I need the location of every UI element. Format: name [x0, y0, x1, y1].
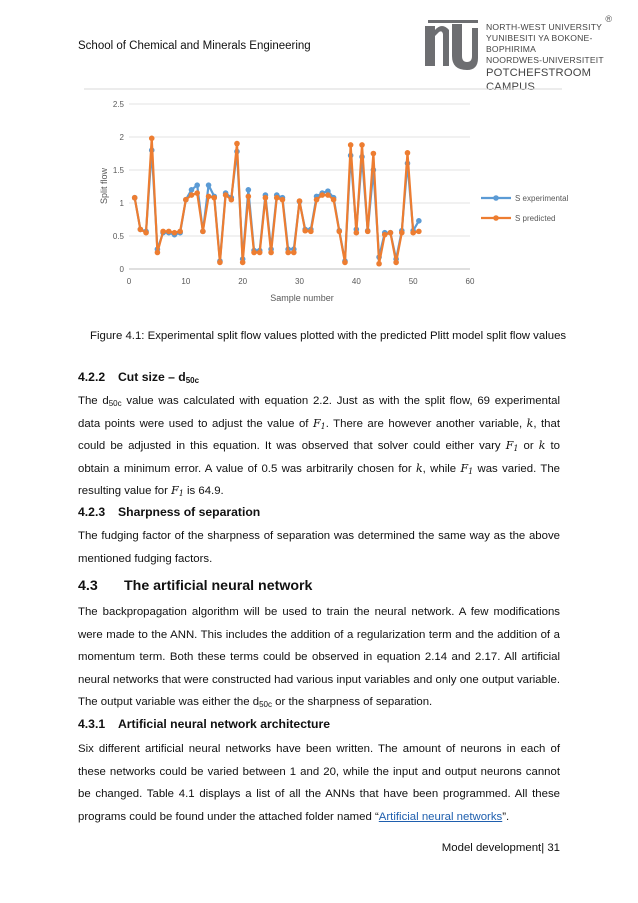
data-point — [274, 195, 280, 201]
data-point — [405, 150, 411, 156]
chart-legend — [481, 194, 569, 223]
data-point — [297, 198, 303, 204]
data-point — [416, 229, 422, 235]
figure-caption: Figure 4.1: Experimental split flow values plotted with the predicted Plitt model split flow values — [90, 330, 567, 342]
y-axis-label: Split flow — [99, 167, 109, 205]
section-number: 4.2.2 — [78, 370, 106, 384]
logo-line: NOORDWES-UNIVERSITEIT — [486, 55, 604, 65]
data-point — [149, 136, 155, 142]
section-title-subscript: 50c — [185, 376, 200, 385]
paragraph-ann — [78, 601, 560, 714]
data-point — [336, 229, 342, 235]
legend-marker — [493, 215, 499, 221]
data-point — [200, 229, 206, 235]
data-point — [257, 250, 263, 256]
text-run: , that could be adjusted in this equation. It was observed that solver could either vary — [78, 417, 560, 452]
y-tick-label: 0 — [119, 265, 124, 274]
text-run: The d — [78, 395, 109, 407]
data-point — [302, 228, 308, 234]
section-heading-4-3-1 — [78, 717, 330, 731]
y-tick-label: 0.5 — [112, 232, 124, 241]
text-run: The backpropagation algorithm will be used to train the neural network. A few modifications were made to the ANN. This includes the addition of a regularization term and the addition of a momentum term. Both these terms could be observed in equation 2.14 and 2.17. All artificial neural networks that were constructed had various input variables and only one output variable. The output variable was either the d — [78, 606, 560, 708]
math-k: k — [526, 416, 534, 430]
chart-series — [132, 136, 422, 267]
split-flow-chart — [83, 88, 569, 310]
x-tick-label: 40 — [351, 277, 361, 286]
chart-ticks — [113, 100, 475, 286]
data-point — [382, 232, 388, 238]
data-point — [416, 218, 422, 224]
data-point — [189, 192, 195, 198]
data-point — [240, 260, 246, 266]
data-point — [388, 230, 394, 236]
data-point — [325, 192, 331, 198]
data-point — [348, 142, 354, 148]
subscript: 50c — [108, 399, 122, 408]
data-point — [246, 187, 252, 193]
university-logo — [422, 14, 612, 93]
data-point — [246, 194, 252, 200]
nwu-logo-icon — [422, 16, 482, 74]
data-point — [280, 197, 286, 203]
data-point — [183, 197, 189, 203]
data-point — [365, 229, 371, 235]
data-point — [166, 229, 172, 235]
x-tick-label: 50 — [408, 277, 418, 286]
section-number: 4.3.1 — [78, 717, 106, 731]
section-heading-4-3 — [78, 578, 312, 594]
section-title: The artificial neural network — [124, 578, 313, 594]
data-point — [393, 260, 399, 266]
data-point — [229, 197, 235, 203]
y-tick-label: 1 — [119, 199, 124, 208]
x-tick-label: 60 — [465, 277, 475, 286]
logo-line: NORTH-WEST UNIVERSITY — [486, 22, 603, 32]
y-tick-label: 2 — [119, 133, 124, 142]
data-point — [206, 182, 212, 188]
data-point — [189, 187, 195, 193]
logo-line-campus: POTCHEFSTROOM CAMPUS — [486, 67, 592, 93]
data-point — [143, 230, 149, 236]
logo-text — [486, 22, 612, 94]
data-point — [177, 229, 183, 235]
data-point — [251, 250, 257, 256]
section-title: Sharpness of separation — [118, 505, 261, 519]
text-run: was varied. The resulting value for — [78, 462, 560, 497]
paragraph-architecture — [78, 738, 560, 828]
x-axis-label: Sample number — [270, 293, 334, 303]
text-run: . There are however another variable, — [325, 417, 527, 430]
data-point — [155, 250, 161, 256]
legend-label: S experimental — [515, 194, 569, 203]
paragraph-cut-size — [78, 390, 560, 503]
x-tick-label: 20 — [238, 277, 248, 286]
text-run: is 64.9. — [183, 485, 224, 497]
chart-grid — [129, 104, 470, 269]
data-point — [342, 260, 348, 266]
x-tick-label: 30 — [295, 277, 304, 286]
registered-mark: ® — [605, 14, 612, 24]
section-heading-4-2-2 — [78, 370, 199, 384]
x-tick-label: 10 — [181, 277, 191, 286]
y-tick-label: 2.5 — [112, 100, 124, 109]
data-point — [194, 190, 200, 196]
data-point — [268, 250, 274, 256]
math-f1: $F_1$ — [460, 461, 474, 476]
math-f1: $F_1$ — [505, 439, 519, 453]
data-point — [160, 229, 166, 235]
paragraph-sharpness — [78, 525, 560, 570]
data-point — [132, 195, 138, 201]
section-title: Cut size – d — [118, 370, 186, 384]
section-title: Artificial neural network architecture — [118, 717, 330, 731]
data-point — [263, 195, 269, 201]
data-point — [211, 195, 217, 201]
data-point — [172, 230, 178, 236]
data-point — [223, 192, 229, 198]
math-k: k — [416, 461, 423, 475]
text-run: ”. — [502, 810, 510, 823]
series-line-predicted — [135, 138, 419, 263]
data-point — [206, 194, 212, 200]
text-run: value was calculated with equation 2.2. Just as with the split flow, 69 experimental data points were used to adjust the value of — [78, 395, 560, 430]
data-point — [359, 142, 365, 148]
data-point — [285, 250, 291, 256]
data-point — [331, 197, 337, 203]
data-point — [234, 141, 240, 147]
text-run: to obtain a minimum error. A value of 0.5 was arbitrarily chosen for — [78, 440, 560, 475]
math-k: k — [538, 439, 546, 452]
data-point — [138, 227, 144, 233]
math-f1: $F_1$ — [312, 416, 326, 431]
data-point — [291, 250, 297, 256]
text-run: , while — [422, 462, 461, 475]
legend-marker — [493, 195, 499, 201]
data-point — [354, 230, 360, 236]
data-point — [308, 229, 314, 235]
logo-line: YUNIBESITI YA BOKONE-BOPHIRIMA — [486, 33, 593, 54]
header-school-name: School of Chemical and Minerals Engineering — [78, 40, 311, 52]
data-point — [376, 261, 382, 267]
data-point — [194, 182, 200, 188]
data-point — [217, 260, 223, 266]
text-run: Six different artificial neural networks have been written. The amount of neurons in each of these networks could be varied between 1 and 20, while the input and output neurons cannot be changed. Table 4.1 displays a list of all the ANNs that have been programmed. All these programs could be found under the attached folder named “ — [78, 743, 560, 823]
legend-label: S predicted — [515, 214, 556, 223]
section-number: 4.2.3 — [78, 505, 106, 519]
data-point — [410, 230, 416, 236]
data-point — [399, 230, 405, 236]
page-footer: Model development| 31 — [441, 842, 560, 854]
section-number: 4.3 — [78, 578, 98, 594]
text-run: or — [518, 440, 539, 452]
data-point — [314, 197, 320, 203]
data-point — [319, 192, 325, 198]
text-run: The fudging factor of the sharpness of separation was determined the same way as the above mentioned fudging factors. — [78, 530, 560, 565]
y-tick-label: 1.5 — [112, 166, 124, 175]
math-f1: $F_1$ — [171, 484, 184, 498]
section-heading-4-2-3 — [78, 505, 260, 519]
data-point — [371, 151, 377, 157]
ann-folder-link[interactable]: Artificial neural networks — [378, 810, 503, 823]
subscript: 50c — [259, 700, 272, 709]
text-run: or the sharpness of separation. — [272, 696, 433, 708]
x-tick-label: 0 — [126, 277, 132, 286]
